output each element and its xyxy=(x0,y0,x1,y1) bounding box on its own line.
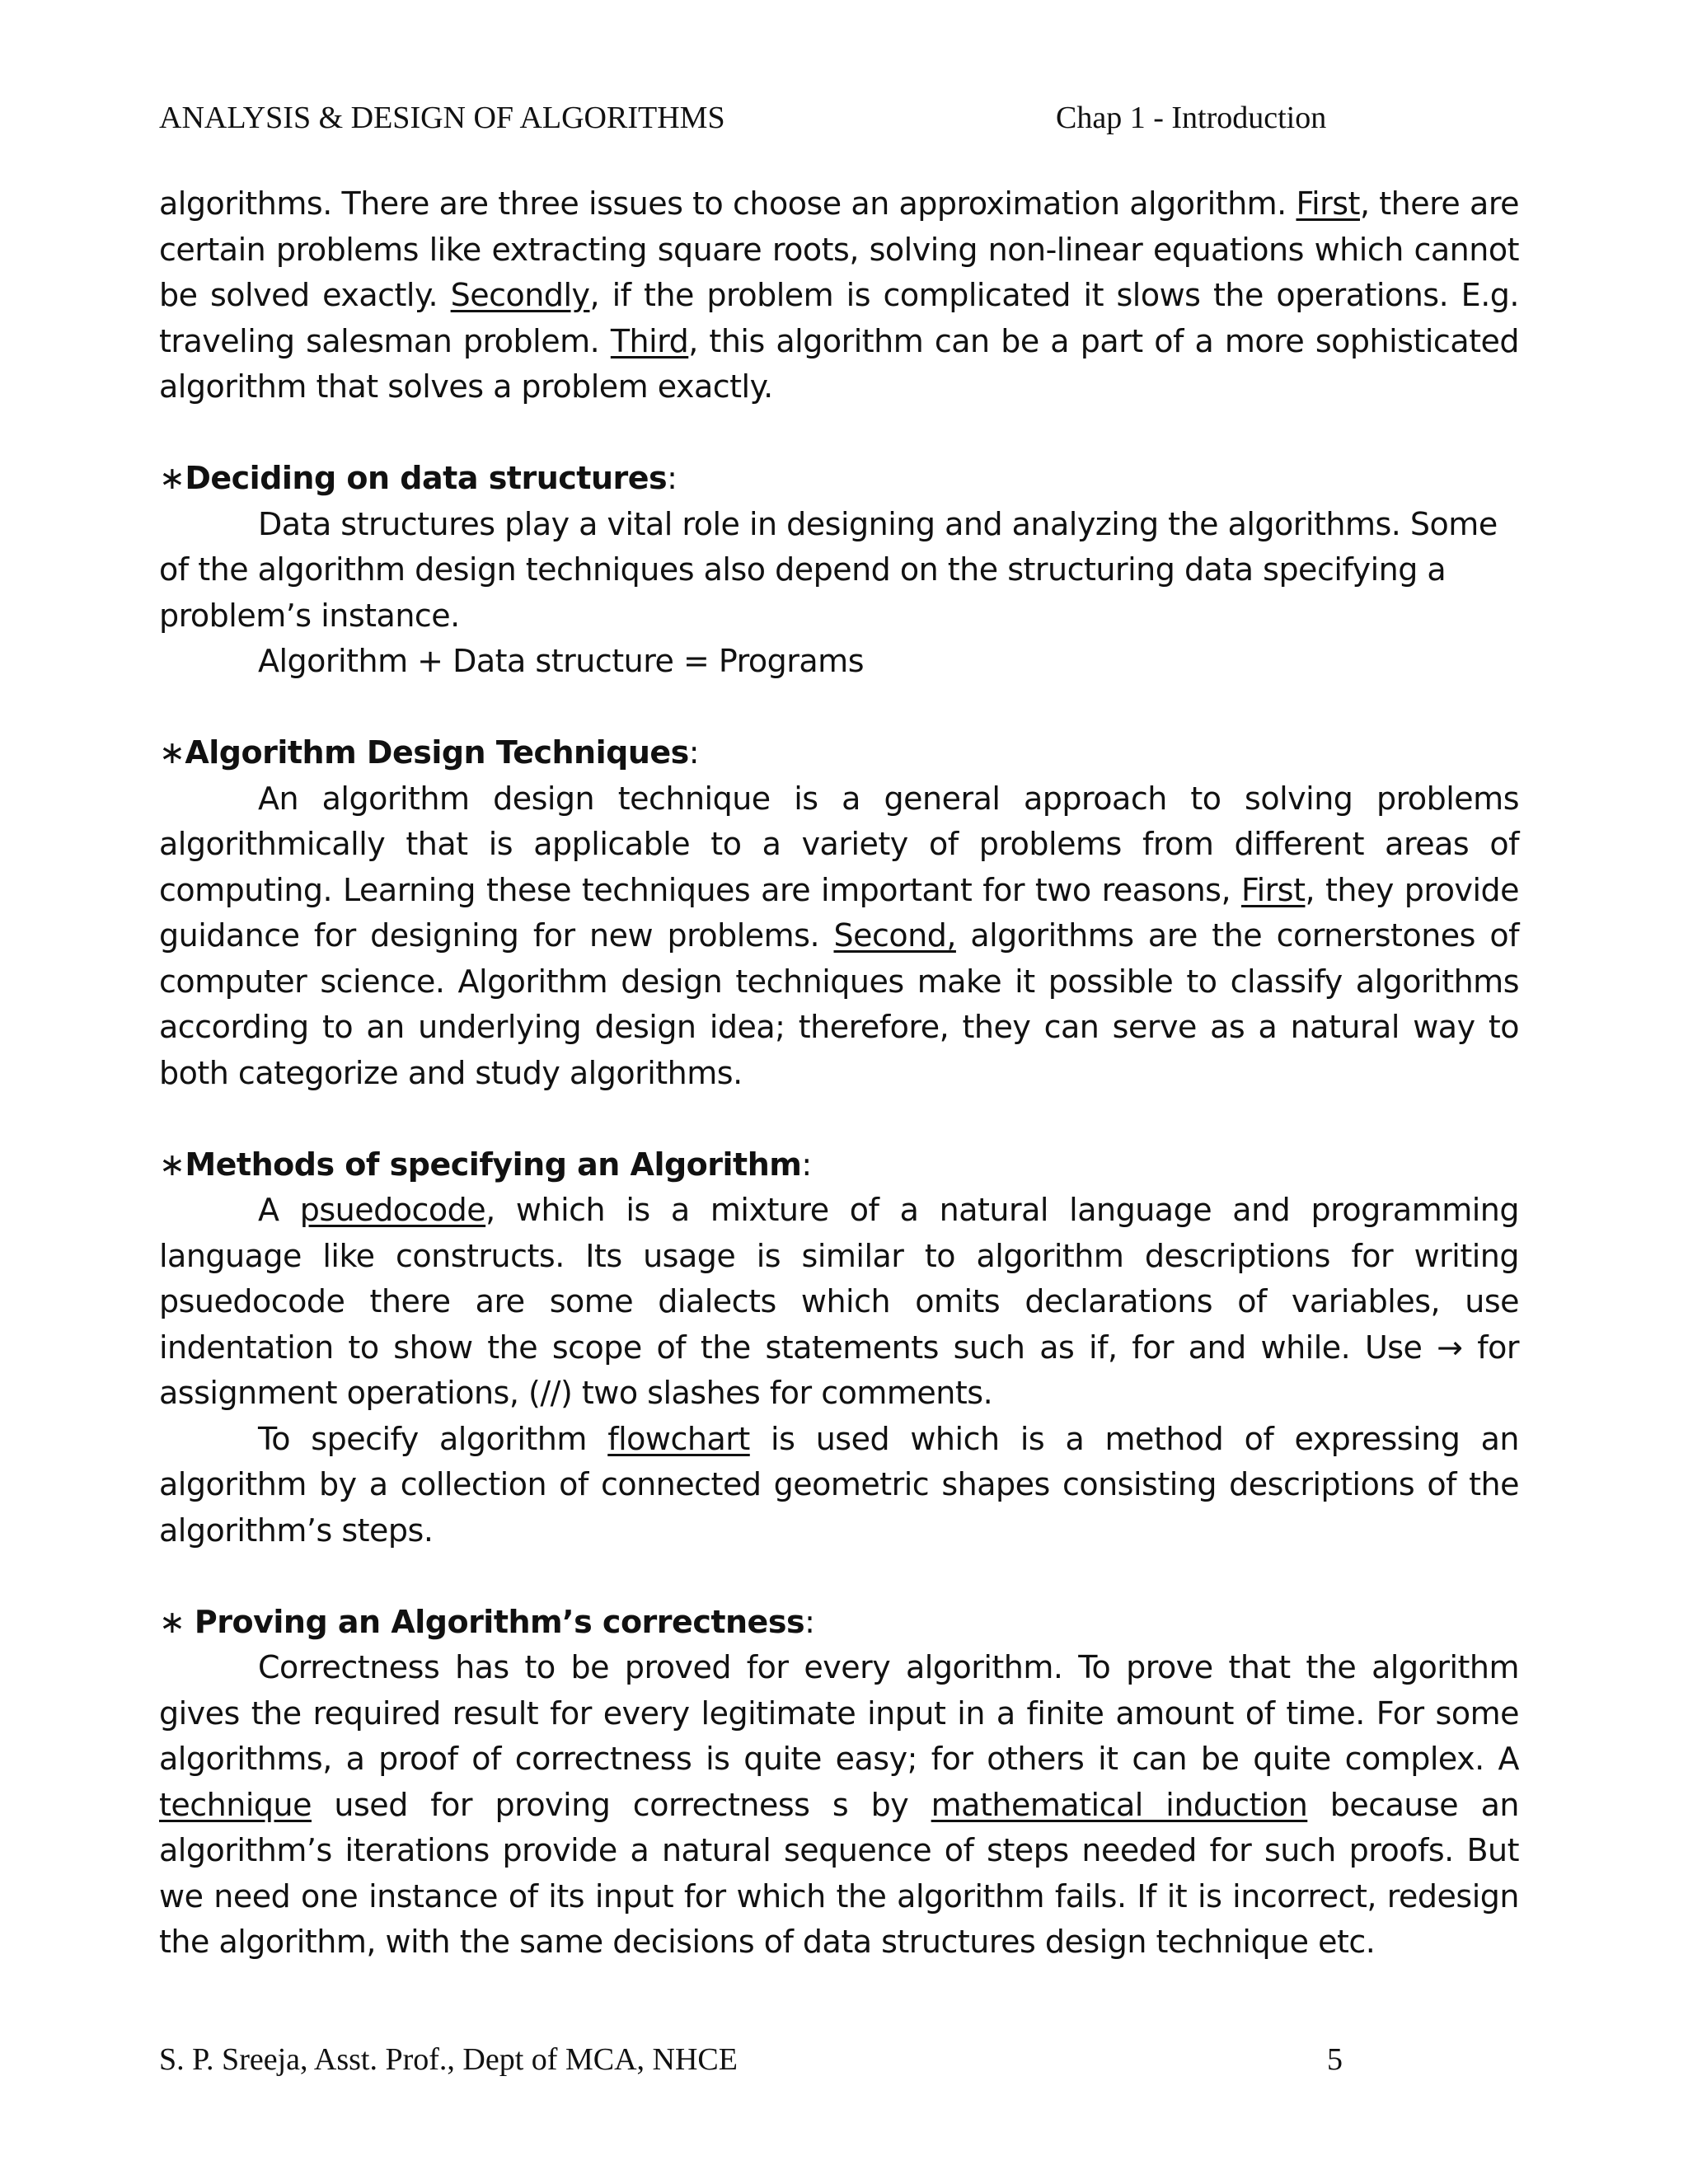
underlined-term: psuedocode xyxy=(299,1192,486,1228)
underlined-term: mathematical induction xyxy=(931,1786,1308,1823)
text-run: A xyxy=(258,1192,300,1228)
book-title: ANALYSIS & DESIGN OF ALGORITHMS xyxy=(159,101,725,135)
body-paragraph: Data structures play a vital role in designing and analyzing the algorithms. Some of the algorithm design techniques also depend on the structuring data specifying a problem’s instance. xyxy=(159,505,1498,634)
body-paragraph xyxy=(159,1417,1519,1554)
body-paragraph xyxy=(159,776,1519,1097)
underlined-term: Second, xyxy=(833,917,956,954)
design-techniques-section xyxy=(159,730,1519,1096)
heading-colon: : xyxy=(804,1603,815,1640)
underlined-term: First xyxy=(1296,185,1360,222)
text-run: , there are certain problems like extracting square roots, solving non-linear equations which cannot be solved exactly. xyxy=(159,185,1519,313)
page-number: 5 xyxy=(1327,2042,1343,2077)
text-run: , this algorithm can be a part of a more sophisticated algorithm that solves a problem exactly. xyxy=(159,322,1520,405)
text-run: is used which is a method of expressing an algorithm by a collection of connected geometric shapes consisting descriptions of the algorithm’s steps. xyxy=(159,1420,1519,1549)
underlined-term: First xyxy=(1241,871,1306,908)
specifying-section xyxy=(159,1142,1519,1554)
body-paragraph xyxy=(159,1188,1519,1417)
underlined-term: flowchart xyxy=(607,1420,750,1457)
section-heading xyxy=(159,1600,1519,1646)
underlined-term: Third xyxy=(610,322,689,359)
data-structures-section xyxy=(159,456,1519,685)
underlined-term: technique xyxy=(159,1786,312,1823)
intro-paragraph xyxy=(159,181,1519,410)
text-run: algorithms. There are three issues to choose an approximation algorithm. xyxy=(159,185,1296,222)
section-heading xyxy=(159,456,1519,502)
section-heading xyxy=(159,1142,1519,1188)
heading-colon: : xyxy=(667,460,678,496)
underlined-term: Secondly xyxy=(450,277,590,313)
intro-section xyxy=(159,181,1519,410)
text-run: because an algorithm’s iterations provide a natural sequence of steps needed for such proofs. But we need one instance of its input for which the algorithm fails. If it is incorrect, redesign the algorithm, with the same decisions of data structures design technique etc. xyxy=(159,1786,1519,1960)
bullet-symbol: ∗ xyxy=(159,1146,185,1183)
bullet-symbol: ∗ xyxy=(159,734,185,771)
text-run: , if the problem is complicated it slows the operations. E.g. traveling salesman problem. xyxy=(159,277,1519,359)
text-run: , they provide guidance for designing for new problems. xyxy=(159,871,1520,954)
bullet-symbol: ∗ xyxy=(159,1603,195,1640)
heading-text: Algorithm Design Techniques xyxy=(185,734,689,771)
formula-line: Algorithm + Data structure = Programs xyxy=(258,643,864,679)
body-paragraph xyxy=(159,1645,1519,1966)
heading-text: Deciding on data structures xyxy=(185,460,668,496)
section-heading xyxy=(159,730,1519,776)
text-run: To specify algorithm xyxy=(258,1420,608,1457)
text-run: Correctness has to be proved for every algorithm. To prove that the algorithm gives the required result for every legitimate input in a finite amount of time. For some algorithms, a proof of correctness is quite easy; for others it can be quite complex. A xyxy=(159,1649,1519,1777)
bullet-symbol: ∗ xyxy=(159,460,185,496)
text-run: An algorithm design technique is a general approach to solving problems algorithmically that is applicable to a variety of problems from different areas of computing. Learning these techniques are important for two reasons, xyxy=(159,780,1519,908)
heading-text: Proving an Algorithm’s correctness xyxy=(194,1603,805,1640)
text-run: used for proving correctness s by xyxy=(311,1786,931,1823)
heading-text: Methods of specifying an Algorithm xyxy=(185,1146,802,1183)
page-body xyxy=(159,181,1519,1966)
heading-colon: : xyxy=(801,1146,812,1183)
text-run: , which is a mixture of a natural language and programming language like constructs. Its usage is similar to algorithm descriptions for writing psuedocode there are some dialects which omits declarations of variables, use indentation to show the scope of the statements such as if, for and while. Use → for assignment operations, (//) two slashes for comments. xyxy=(159,1192,1519,1411)
correctness-section xyxy=(159,1600,1519,1966)
chapter-title: Chap 1 - Introduction xyxy=(1056,101,1327,135)
heading-colon: : xyxy=(688,734,700,771)
author-line: S. P. Sreeja, Asst. Prof., Dept of MCA, NHCE xyxy=(159,2042,738,2077)
text-run: algorithms are the cornerstones of computer science. Algorithm design techniques make it possible to classify algorithms according to an underlying design idea; therefore, they can serve as a natural way to both categorize and study algorithms. xyxy=(159,917,1520,1091)
